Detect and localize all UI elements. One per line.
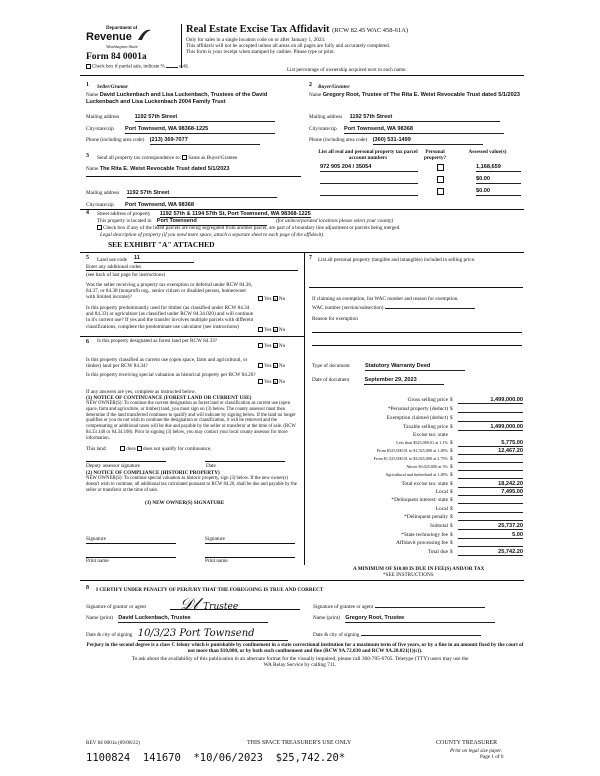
section-1-title: Seller/Grantor (97, 84, 129, 90)
document-type-field[interactable]: Type of document Statutory Warranty Deed (312, 363, 465, 371)
grantor-signature-field[interactable]: Signature of grantor or agent (86, 604, 146, 610)
exemption-yes-no[interactable]: Yes × No (258, 296, 285, 302)
certify-title: I CERTIFY UNDER PENALTY OF PERJURY THAT THE FOREGOING IS TRUE AND CORRECT (96, 587, 324, 593)
calc-row-dollar: $ (450, 456, 453, 462)
assessed-value-1[interactable]: 1,168,659 (476, 164, 521, 172)
calc-row-dollar: $ (450, 523, 453, 529)
personal-property-checkbox-3[interactable] (437, 188, 444, 195)
see-instructions: *SEE INSTRUCTIONS (383, 572, 434, 578)
partial-sale-checkbox[interactable]: Check box if partial sale, indicate % sold. (86, 64, 189, 71)
section-4-number: 4 (86, 210, 89, 216)
calc-row-value[interactable] (458, 456, 523, 463)
property-street-field[interactable]: Street address of property 1192 57th & 1194 57th St, Port Townsend, WA 98368-1225 (97, 211, 311, 217)
calc-row-label: Excise tax: state (412, 432, 448, 438)
calc-row-value[interactable]: 1,499,000.00 (458, 397, 523, 404)
legal-description-label: Legal description of property (if you need more space, attach a separate sheet to each page of the affidavit). (100, 232, 325, 238)
calc-row (340, 514, 523, 522)
calc-row (340, 432, 523, 440)
parcel-col-header: List all real and personal property tax parcel account numbers (318, 149, 418, 162)
forest-yes-no[interactable]: Yes × No (258, 343, 285, 349)
personal-property-checkbox-2[interactable] (437, 176, 444, 183)
perjury-notice: Perjury in the second degree is a class C felony which is punishable by confinement in a state correctional institution for a maximum term of five years, or by a fine in an amount fixed by the court of not more than $10,000, or by both such confinement and fine (RCW 9A.72.030 and RCW 9A.20.021(1)(c)). (86, 642, 524, 655)
calc-row (340, 440, 523, 448)
timber-yes-no[interactable]: Yes × No (258, 327, 285, 333)
revision-label: REV 84 0001a (09/08/22) (86, 740, 140, 746)
calc-row-value[interactable] (458, 506, 523, 513)
wac-number-field[interactable]: WAC number (section/subsection) (312, 305, 475, 311)
grantee-signature-field[interactable]: Signature of grantee or agent (313, 604, 485, 610)
answers-note: If any answers are yes, complete as instructed below. (86, 389, 197, 395)
calc-row-value[interactable]: 25,737.20 (458, 523, 523, 530)
exemption-question: Was the seller receiving a property tax exemption or deferral under RCW 84.36, 84.37, or 84.38 (nonprofit org., senior citizen or disabled person, homeowner with limited income)? (86, 282, 253, 301)
calc-row-dollar: $ (450, 532, 453, 538)
notice-compliance-title: (2) NOTICE OF COMPLIANCE (HISTORIC PROPERTY) (86, 470, 220, 476)
calc-row-label: *Personal property (deduct) (387, 406, 448, 412)
logo-state: Washington State (106, 44, 138, 49)
section-7-number: 7 (309, 255, 312, 261)
historic-yes-no[interactable]: Yes × No (258, 379, 285, 385)
calc-row-value[interactable]: 18,242.20 (458, 481, 523, 488)
calc-row-value[interactable] (458, 514, 523, 521)
calc-row (340, 397, 523, 405)
calc-row (340, 489, 523, 497)
section-3-text: Send all property tax correspondence to: Same as Buyer/Grantee (97, 155, 238, 161)
buyer-city-field[interactable]: City/state/zip Port Townsend, WA 98368 (309, 126, 523, 134)
calc-row-value[interactable]: 25,742.20 (458, 549, 523, 556)
land-use-label: Land use code (97, 257, 127, 263)
section-3-number: 3 (86, 153, 89, 159)
correspondence-city-field[interactable]: City/state/zip Port Townsend, WA 98368 (86, 202, 301, 210)
treasurer-use-label: THIS SPACE TREASURER'S USE ONLY (247, 740, 352, 746)
legal-paper-note: Print on legal size paper. (450, 748, 503, 754)
notice-compliance-text: NEW OWNER(S): To continue special valuation as historic property, sign (3) below. If the new owner(s) doesn't wish to continue, all additional tax calculated pursuant to RCW 84.26, shall be due and payable by the seller or transferor at the time of sale. (86, 476, 297, 493)
parcel-line-2[interactable] (320, 176, 418, 184)
calc-row (340, 415, 523, 423)
buyer-mail-field[interactable]: Mailing address 1192 57th Street (309, 114, 523, 122)
calc-row (340, 448, 523, 456)
additional-codes-note: (see back of last page for instructions) (86, 272, 166, 278)
continuance-qualification[interactable]: This land: does does not qualify for continuance. (86, 446, 212, 452)
calc-row-label: Local (435, 489, 448, 495)
correspondence-name-field[interactable]: Name The Rita E. Weist Revocable Trust dated 5/1/2023 (86, 166, 230, 172)
calc-row-label: Less than $525,000.01 at 1.1% (396, 440, 448, 445)
minimum-fee-note: A MINIMUM OF $10.00 IS DUE IN FEE(S) AND/OR TAX (353, 566, 485, 572)
grantee-date-field[interactable]: Date & city of signing (313, 632, 481, 638)
parcel-number[interactable]: 972 905 204 / 35054 (320, 164, 418, 172)
calc-row-dollar: $ (450, 424, 453, 430)
calc-row-dollar: $ (450, 506, 453, 512)
form-title: Real Estate Excise Tax Affidavit (RCW 82.45 WAC 458-61A) (186, 24, 409, 35)
document-date-field[interactable]: Date of document September 29, 2023 (312, 377, 444, 385)
header-line1: Only for sales in a single location code on or after January 1, 2023. (186, 37, 326, 43)
land-use-code[interactable]: 11 (134, 255, 194, 263)
calc-row-dollar: $ (450, 514, 453, 520)
calc-row-dollar: $ (450, 472, 453, 478)
calc-row-dollar: $ (450, 481, 453, 487)
notice-continuance-title: (1) NOTICE OF CONTINUANCE (FOREST LAND OR CURRENT USE) (86, 395, 252, 401)
owner-print-name-2[interactable]: Print name (205, 558, 228, 564)
calc-row-value[interactable] (458, 464, 523, 471)
section-1-number: 1 (86, 82, 89, 88)
calc-row-value[interactable] (458, 472, 523, 479)
section-8-number: 8 (86, 585, 89, 591)
calc-row (340, 549, 523, 557)
section-6-number: 6 (86, 339, 89, 345)
calc-row (340, 464, 523, 472)
calc-row-label: Affidavit processing fee (396, 540, 448, 546)
calc-row-dollar: $ (450, 448, 453, 454)
legal-description[interactable]: SEE EXHIBIT "A" ATTACHED (108, 240, 215, 249)
county-treasurer-label: COUNTY TREASURER (436, 740, 498, 746)
calc-row (340, 497, 523, 505)
calc-row-dollar: $ (450, 440, 453, 446)
property-location-field[interactable]: This property is located in Port Townsend (for unincorporated locations please select your county) (97, 218, 394, 224)
calc-row-value[interactable]: 12,467.20 (458, 448, 523, 455)
calc-row (340, 481, 523, 489)
grantee-name-field[interactable]: Name (print) Gregory Root, Trustee (313, 615, 495, 623)
calc-row-label: *Delinquent penalty (404, 514, 448, 520)
calc-row (340, 406, 523, 414)
calc-row-label: Total excise tax: state (401, 481, 448, 487)
calc-row-value[interactable] (458, 415, 523, 422)
header-line3: This form is your receipt when stamped by cashier. Please type or print. (186, 49, 335, 55)
personal-col-header: Personal property? (423, 149, 447, 162)
calc-row (340, 424, 523, 432)
logo-dept: Department of (106, 26, 138, 31)
calc-row-dollar: $ (450, 540, 453, 546)
calc-row-value[interactable]: 5,775.00 (458, 440, 523, 447)
calc-row-dollar: $ (450, 489, 453, 495)
calc-row-label: Exemption claimed (deduct) (386, 415, 448, 421)
calc-row (340, 523, 523, 531)
calc-row-dollar: $ (450, 397, 453, 403)
calc-row-label: Above $3,025,000 at 3% (406, 464, 448, 469)
calc-row (340, 506, 523, 514)
section-5-number: 5 (86, 255, 89, 261)
owner-signature-2[interactable]: Signature (205, 536, 225, 542)
calc-row (340, 532, 523, 540)
calc-row-label: *Delinquent interest: state (391, 497, 448, 503)
ownership-note: List percentage of ownership acquired next to each name. (287, 67, 407, 73)
calc-row-dollar: $ (450, 406, 453, 412)
buyer-name-field[interactable]: Name Gregory Root, Trustee of The Rita E. Weist Revocable Trust dated 5/1/2023 (309, 92, 520, 98)
notice-continuance-text: NEW OWNER(S): To continue the current designation as forest land or classification as current use (open space, farm and agriculture, or timber) land, you must sign on (3) below. The county assessor must then determine if the land transferred continues to qualify and will indicate by signing below. If the land no longer qualifies or you do not wish to continue the designation or classification, it will be removed and the compensating or additional taxes will be due and payable by the seller or transferor at the time of sale. (RCW 84.33.140 or 84.34.108). Prior to signing (3) below, you may contact your local county assessor for more information. (86, 401, 296, 441)
grantor-name-field[interactable]: Name (print) David Luckenbach, Trustee (86, 615, 268, 623)
exemption-claim-label: If claiming an exemption, list WAC number and reason for exemption. (312, 296, 459, 302)
grantor-date-field[interactable]: Date & city of signing 10/3/23 Port Townsend (86, 628, 288, 641)
calc-row-dollar: $ (450, 464, 453, 470)
buyer-phone-field[interactable]: Phone (including area code) (360) 531-1499 (309, 137, 523, 145)
grantor-signature: 𝒟𝓁 Trustee (180, 594, 239, 613)
section-2-title: Buyer/Grantee (318, 84, 350, 90)
header-line2: This affidavit will not be accepted unless all areas on all pages are fully and accurately completed. (186, 43, 391, 49)
logo-agency: Revenue (86, 31, 132, 43)
calc-row-value[interactable]: 5.00 (458, 532, 523, 539)
form-number: Form 84 0001a (86, 52, 147, 62)
parcel-line-3[interactable] (320, 188, 418, 196)
calc-row-dollar: $ (450, 497, 453, 503)
additional-codes-label: Enter any additional codes (86, 264, 142, 270)
timber-question: Is this property predominantly used for timber (as classified under RCW 84.34 and 84.33) or agriculture (as classified under RCW 84.34.020) and will continue in it's current use? If yes and the transfer involves multiple parcels with different classifications, complete the predominate use calculator (see instructions) (86, 305, 254, 330)
calc-row-label: Gross selling price (407, 397, 448, 403)
current-use-yes-no[interactable]: Yes × No (258, 363, 285, 369)
same-as-buyer-checkbox[interactable] (182, 155, 187, 160)
calc-row-label: *State technology fee (401, 532, 448, 538)
calc-row-label: Total due (427, 549, 448, 555)
segregation-checkbox[interactable]: Check box if any of the listed parcels are being segregated from another parcel, are part of a boundary line adjustment or parcels being merged. (97, 225, 401, 231)
seller-mail-field[interactable]: Mailing address 1192 57th Street (86, 114, 298, 122)
assessed-value-2[interactable]: $0.00 (476, 176, 521, 184)
calc-row-value[interactable] (458, 406, 523, 413)
calc-row (340, 540, 523, 548)
calc-row (340, 456, 523, 464)
deputy-date-label: Date (206, 463, 216, 469)
owner-signature-1[interactable]: Signature (86, 536, 106, 542)
assessed-value-3[interactable]: $0.00 (476, 188, 521, 196)
forest-question: Is this property designated as forest land per RCW 84.33? (97, 338, 218, 344)
calc-row-value[interactable] (458, 497, 523, 504)
calc-row-value[interactable]: 1,499,000.00 (458, 424, 523, 431)
seller-city-field[interactable]: City/state/zip Port Townsend, WA 98368-1225 (86, 126, 298, 134)
section-2-number: 2 (309, 82, 312, 88)
page-number: Page 1 of 6 (480, 754, 504, 760)
owner-print-name-1[interactable]: Print name (86, 558, 109, 564)
seller-name-field[interactable]: Name David Luckenbach and Lisa Luckenbach, Trustees of the David Luckenbach and Lisa Luckenbach 2004 Family Trust (86, 92, 268, 105)
correspondence-mail-field[interactable]: Mailing address 1192 57th Street (86, 190, 301, 198)
calc-row-dollar: $ (450, 415, 453, 421)
historic-question: Is this property receiving special valuation as historical property per RCW 84.26? (86, 372, 256, 378)
calc-row-dollar: $ (450, 549, 453, 555)
deputy-signature-label: Deputy assessor signature (86, 463, 140, 469)
logo-swoosh-icon (136, 28, 152, 42)
calc-row-label: Agricultural and timberland at 1.28% (385, 472, 448, 477)
calc-row-label: Taxable selling price (403, 424, 448, 430)
calc-row-label: From $525,000.01 to $1,525,000 at 1.28% (376, 448, 448, 453)
assessed-col-header: Assessed value(s) (468, 149, 507, 155)
current-use-question: Is this property classified as current use (open space, farm and agricultural, or timber) land per RCW 84.34? (86, 357, 248, 370)
calc-row-label: From $1,525,000.01 to $3,025,000 at 2.75% (373, 456, 448, 461)
alternate-format-notice: To ask about the availability of this publication in an alternate format for the visually impaired, please call 360-705-6705. Teletype (TTY) users may use the WA Relay Service by calling 711. (131, 656, 469, 669)
calc-row-label: Local (435, 506, 448, 512)
personal-property-label: List all personal property (tangible and intangible) included in selling price. (318, 257, 476, 263)
calc-row-value[interactable] (458, 540, 523, 547)
exemption-reason-field[interactable]: Reason for exemption (312, 316, 358, 322)
treasurer-stamp: 1100824 141670 *10/06/2023 $25,742.20* (86, 752, 346, 764)
seller-phone-field[interactable]: Phone (including area code) (213) 369-7077 (86, 137, 298, 145)
calc-row (340, 472, 523, 480)
revenue-logo (86, 26, 178, 50)
calc-row-value[interactable]: 7,495.00 (458, 489, 523, 496)
personal-property-checkbox-1[interactable] (437, 164, 444, 171)
calc-row-label: Subtotal (430, 523, 448, 529)
new-owner-signature-title: (3) NEW OWNER(S) SIGNATURE (145, 500, 225, 506)
